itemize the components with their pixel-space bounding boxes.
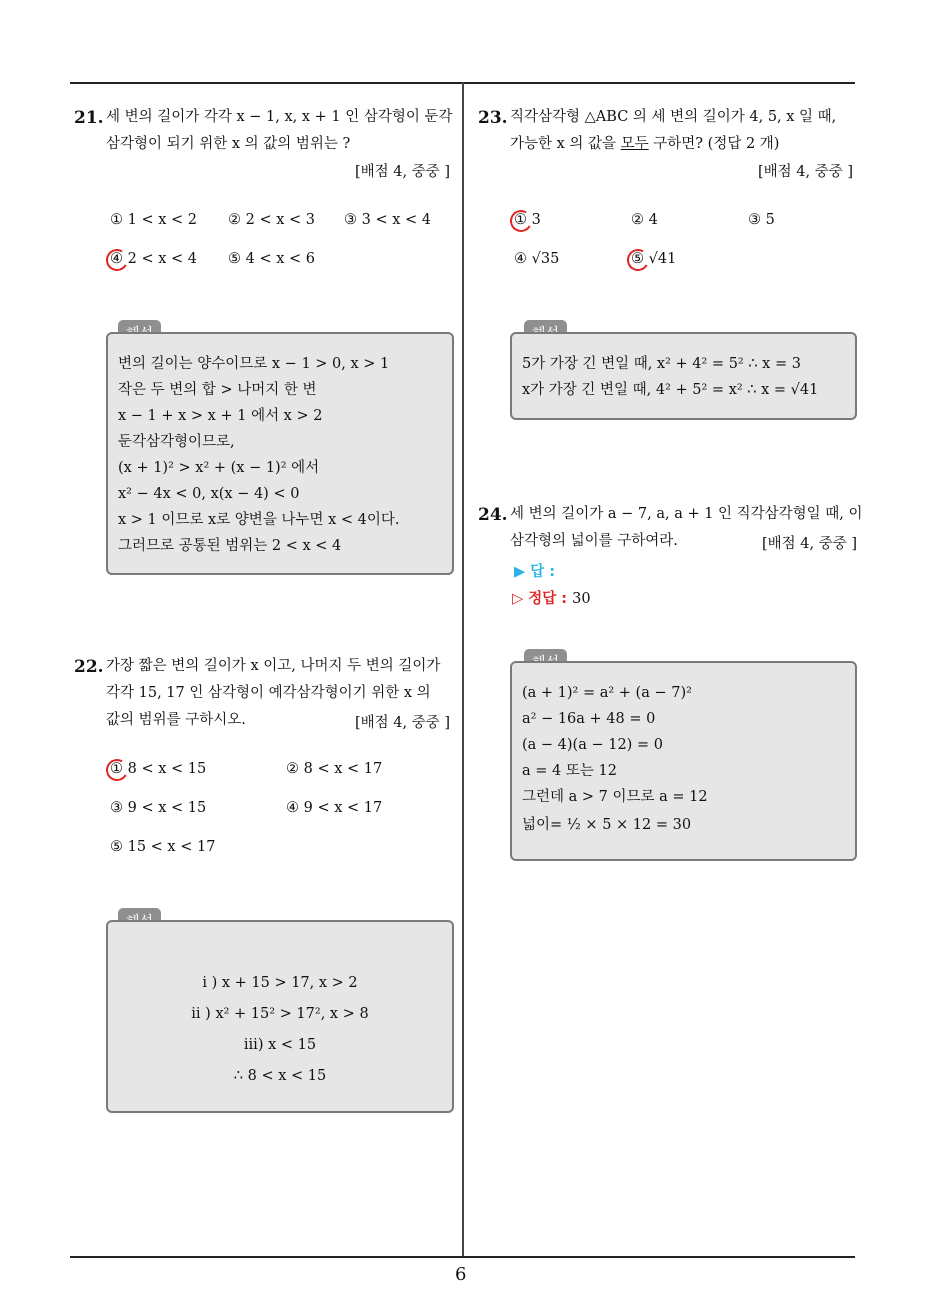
question-number: 24. (478, 505, 508, 525)
question-text-line1: 직각삼각형 △ABC 의 세 변의 길이가 4, 5, x 일 때, (510, 109, 837, 125)
explanation-line: ∴ 8 < x < 15 (233, 1068, 327, 1084)
option-2[interactable]: ② 8 < x < 17 (286, 761, 383, 777)
option-4[interactable]: ④ 9 < x < 17 (286, 800, 383, 816)
score-meta: [배점 4, 중중 ] (757, 164, 853, 180)
explanation-line: a = 4 또는 12 (522, 763, 617, 779)
explanation-line: 5가 가장 긴 변일 때, x² + 4² = 5² ∴ x = 3 (522, 356, 801, 372)
option-3[interactable]: ③ 5 (748, 212, 775, 228)
explanation-line: 둔각삼각형이므로, (118, 434, 235, 450)
explanation-line: x > 1 이므로 x로 양변을 나누면 x < 4이다. (118, 512, 400, 528)
answer-label: ▶ 답 : (514, 564, 556, 580)
correct-answer-label: ▷ 정답 : (512, 591, 568, 607)
question-number: 21. (74, 108, 104, 128)
correct-answer (512, 587, 591, 608)
explanation-line: (a + 1)² = a² + (a − 7)² (522, 685, 692, 701)
option-5[interactable]: ⑤ √41 (631, 251, 677, 267)
score-meta: [배점 4, 중중 ] (354, 715, 450, 731)
option-2[interactable]: ② 4 (631, 212, 658, 228)
correct-answer-value: 30 (572, 591, 591, 607)
question-text-line2: 각각 15, 17 인 삼각형이 예각삼각형이기 위한 x 의 (106, 685, 431, 701)
question-text-line3: 값의 범위를 구하시오. (106, 712, 246, 728)
question-text-line2: 삼각형의 넓이를 구하여라. (510, 533, 678, 549)
explanation-box (106, 332, 454, 575)
question-text-line1: 가장 짧은 변의 길이가 x 이고, 나머지 두 변의 길이가 (106, 658, 441, 674)
option-1[interactable]: ① 3 (514, 212, 541, 228)
explanation-line: 그런데 a > 7 이므로 a = 12 (522, 789, 708, 805)
option-2[interactable]: ② 2 < x < 3 (228, 212, 315, 228)
question-number: 22. (74, 657, 104, 677)
explanation-line: iii) x < 15 (243, 1037, 317, 1053)
explanation-line: x가 가장 긴 변일 때, 4² + 5² = x² ∴ x = √41 (522, 382, 819, 398)
explanation-line: i ) x + 15 > 17, x > 2 (202, 975, 358, 991)
explanation-line: (a − 4)(a − 12) = 0 (522, 737, 663, 753)
question-number: 23. (478, 108, 508, 128)
option-5[interactable]: ⑤ 4 < x < 6 (228, 251, 315, 267)
explanation-line: 변의 길이는 양수이므로 x − 1 > 0, x > 1 (118, 356, 390, 372)
explanation-box (106, 920, 454, 1113)
option-1[interactable]: ① 1 < x < 2 (110, 212, 197, 228)
page-number: 6 (455, 1264, 467, 1285)
option-4[interactable]: ④ √35 (514, 251, 560, 267)
question-text-line2: 가능한 x 의 값을 모두 구하면? (정답 2 개) (510, 136, 780, 152)
bottom-rule (70, 1256, 855, 1258)
option-3[interactable]: ③ 3 < x < 4 (344, 212, 431, 228)
explanation-line: a² − 16a + 48 = 0 (522, 711, 656, 727)
score-meta: [배점 4, 중중 ] (761, 536, 857, 552)
explanation-box (510, 661, 857, 861)
explanation-line: x² − 4x < 0, x(x − 4) < 0 (118, 486, 300, 502)
explanation-line: 그러므로 공통된 범위는 2 < x < 4 (118, 538, 342, 554)
column-divider (462, 82, 464, 1257)
explanation-line: (x + 1)² > x² + (x − 1)² 에서 (118, 460, 320, 476)
option-3[interactable]: ③ 9 < x < 15 (110, 800, 207, 816)
question-text-line1: 세 변의 길이가 각각 x − 1, x, x + 1 인 삼각형이 둔각 (106, 109, 453, 125)
explanation-box (510, 332, 857, 420)
option-5[interactable]: ⑤ 15 < x < 17 (110, 839, 216, 855)
question-text-line2: 삼각형이 되기 위한 x 의 값의 범위는 ? (106, 136, 351, 152)
explanation-line: ii ) x² + 15² > 17², x > 8 (191, 1006, 369, 1022)
explanation-line: 넓이= ½ × 5 × 12 = 30 (522, 817, 692, 833)
option-1[interactable]: ① 8 < x < 15 (110, 761, 207, 777)
explanation-line: x − 1 + x > x + 1 에서 x > 2 (118, 408, 323, 424)
option-4[interactable]: ④ 2 < x < 4 (110, 251, 197, 267)
explanation-line: 작은 두 변의 합 > 나머지 한 변 (118, 382, 317, 398)
score-meta: [배점 4, 중중 ] (354, 164, 450, 180)
question-text-line1: 세 변의 길이가 a − 7, a, a + 1 인 직각삼각형일 때, 이 (510, 506, 863, 522)
